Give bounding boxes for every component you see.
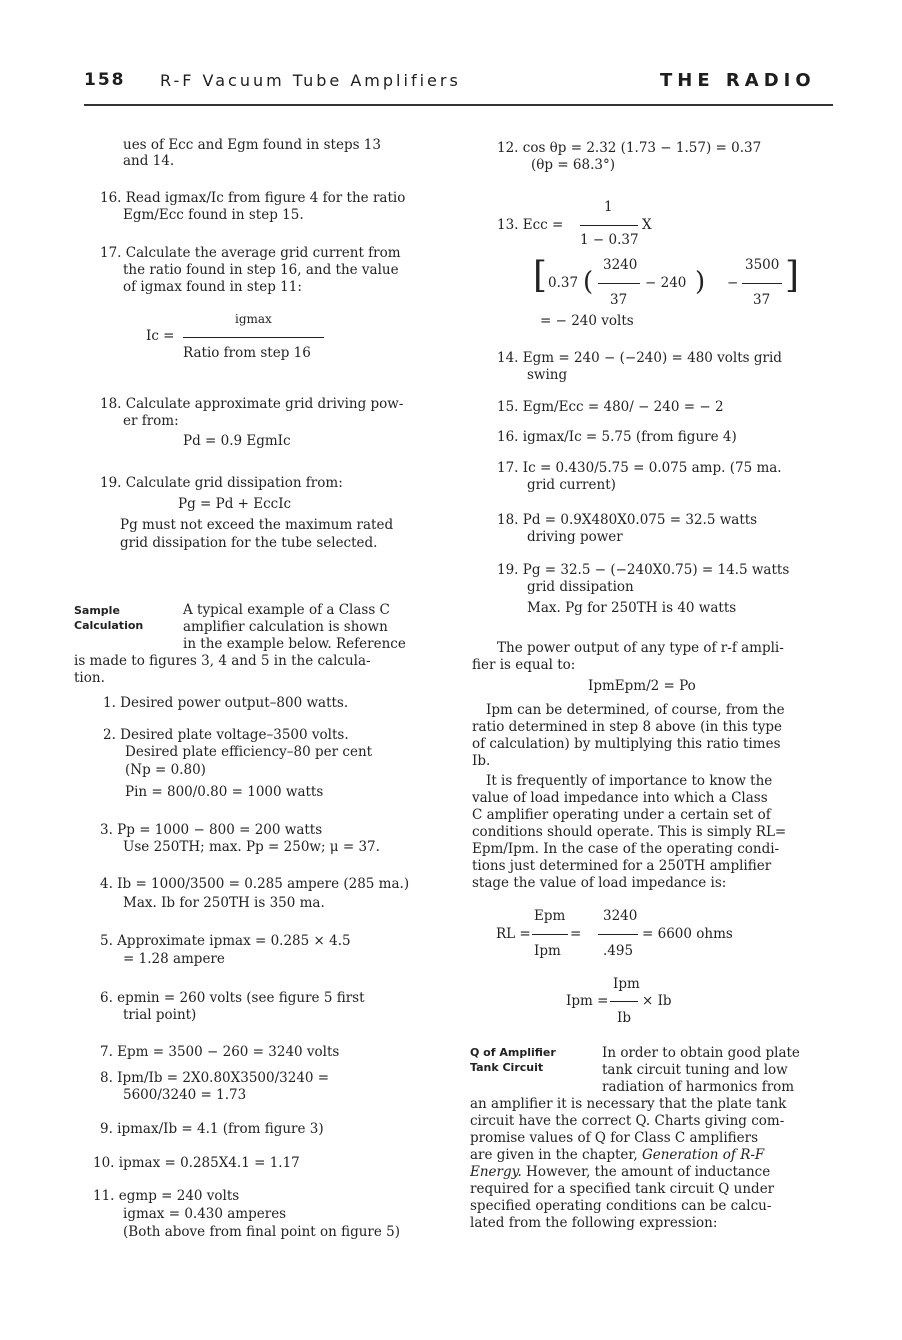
step-16-text: Egm/Ecc found in step 15. bbox=[123, 207, 304, 223]
load-paragraph: It is frequently of importance to know the bbox=[486, 773, 773, 789]
sample-text: in the example below. Reference bbox=[183, 636, 406, 652]
example-step-6: 6. epmin = 260 volts (see figure 5 first bbox=[100, 990, 365, 1006]
example-step-6: trial point) bbox=[123, 1007, 197, 1023]
power-output-equation: IpmEpm/2 = Po bbox=[588, 678, 696, 694]
q-paragraph: specified operating conditions can be calcu- bbox=[470, 1198, 772, 1214]
step-13-fraction-numerator: 3240 bbox=[603, 257, 638, 273]
step-13-lhs: 13. Ecc = bbox=[497, 217, 564, 233]
q-paragraph: are given in the chapter, Generation of R-F bbox=[470, 1147, 765, 1163]
example-step-2: 2. Desired plate voltage–3500 volts. bbox=[103, 727, 349, 743]
step-19-equation: Pg = Pd + EccIc bbox=[178, 496, 292, 512]
result-step-17: grid current) bbox=[527, 477, 616, 493]
step-19-note: grid dissipation for the tube selected. bbox=[120, 535, 378, 551]
power-output-text: The power output of any type of r-f ampli- bbox=[497, 640, 784, 656]
sidehead-sample: Sample bbox=[74, 604, 120, 617]
q-paragraph: Energy. However, the amount of inductance bbox=[470, 1164, 771, 1180]
q-paragraph: required for a specified tank circuit Q under bbox=[470, 1181, 775, 1197]
step-13-multiply: X bbox=[642, 217, 652, 233]
continued-text-line: and 14. bbox=[123, 153, 175, 169]
rl-lhs: RL = bbox=[496, 926, 531, 942]
example-step-7: 7. Epm = 3500 − 260 = 3240 volts bbox=[100, 1044, 340, 1060]
fraction-bar bbox=[580, 225, 638, 226]
example-step-11: igmax = 0.430 amperes bbox=[123, 1206, 287, 1222]
sample-text: amplifier calculation is shown bbox=[183, 619, 388, 635]
q-paragraph: In order to obtain good plate bbox=[602, 1045, 800, 1061]
step-18-text: er from: bbox=[123, 413, 179, 429]
result-step-17: 17. Ic = 0.430/5.75 = 0.075 amp. (75 ma. bbox=[497, 460, 782, 476]
rl-numerator: 3240 bbox=[603, 908, 638, 924]
result-step-14: 14. Egm = 240 − (−240) = 480 volts grid bbox=[497, 350, 782, 366]
fraction-bar bbox=[742, 283, 782, 284]
load-paragraph: value of load impedance into which a Class bbox=[472, 790, 768, 806]
example-step-2: (Np = 0.80) bbox=[125, 762, 206, 778]
step-13-minus: − bbox=[727, 275, 739, 291]
example-step-5: 5. Approximate ipmax = 0.285 × 4.5 bbox=[100, 933, 351, 949]
sample-text: tion. bbox=[74, 670, 105, 686]
load-paragraph: conditions should operate. This is simply RL= bbox=[472, 824, 787, 840]
example-step-3: Use 250TH; max. Pp = 250w; μ = 37. bbox=[123, 839, 380, 855]
load-paragraph: Epm/Ipm. In the case of the operating condi- bbox=[472, 841, 780, 857]
q-paragraph: radiation of harmonics from bbox=[602, 1079, 795, 1095]
result-step-16: 16. igmax/Ic = 5.75 (from figure 4) bbox=[497, 429, 737, 445]
ipm-paragraph: ratio determined in step 8 above (in this type bbox=[472, 719, 782, 735]
result-step-19: 19. Pg = 32.5 − (−240X0.75) = 14.5 watts bbox=[497, 562, 790, 578]
example-step-8: 8. Ipm/Ib = 2X0.80X3500/3240 = bbox=[100, 1070, 330, 1086]
rl-result: = 6600 ohms bbox=[642, 926, 733, 942]
ipm-numerator: Ipm bbox=[613, 976, 640, 992]
step-17-text: of igmax found in step 11: bbox=[123, 279, 302, 295]
header-rule bbox=[84, 104, 833, 106]
left-bracket: [ bbox=[533, 255, 548, 296]
step-13-fraction-denominator: 37 bbox=[753, 292, 771, 308]
step-19-note: Pg must not exceed the maximum rated bbox=[120, 517, 394, 533]
chapter-title: Energy. bbox=[470, 1164, 522, 1180]
load-paragraph: C amplifier operating under a certain set of bbox=[472, 807, 771, 823]
q-paragraph: promise values of Q for Class C amplifiers bbox=[470, 1130, 759, 1146]
result-step-19: Max. Pg for 250TH is 40 watts bbox=[527, 600, 737, 616]
ipm-paragraph: Ipm can be determined, of course, from the bbox=[486, 702, 785, 718]
example-step-10: 10. ipmax = 0.285X4.1 = 1.17 bbox=[93, 1155, 300, 1171]
step-17-text: the ratio found in step 16, and the value bbox=[123, 262, 399, 278]
step-13-result: = − 240 volts bbox=[540, 313, 634, 329]
right-paren: ) bbox=[695, 267, 706, 297]
example-step-11: 11. egmp = 240 volts bbox=[93, 1188, 240, 1204]
result-step-19: grid dissipation bbox=[527, 579, 634, 595]
step-17-text: 17. Calculate the average grid current from bbox=[100, 245, 401, 261]
ipm-lhs: Ipm = bbox=[566, 993, 609, 1009]
ipm-denominator: Ib bbox=[617, 1010, 631, 1026]
chapter-title: Generation of R-F bbox=[641, 1147, 765, 1163]
q-paragraph: lated from the following expression: bbox=[470, 1215, 718, 1231]
example-step-9: 9. ipmax/Ib = 4.1 (from figure 3) bbox=[100, 1121, 324, 1137]
step-13-subtract: − 240 bbox=[645, 275, 687, 291]
rl-equals: = bbox=[570, 926, 582, 942]
step-17-denominator: Ratio from step 16 bbox=[183, 345, 311, 361]
sample-text: is made to figures 3, 4 and 5 in the calcula- bbox=[74, 653, 371, 669]
step-19-text: 19. Calculate grid dissipation from: bbox=[100, 475, 343, 491]
step-13-denominator: 1 − 0.37 bbox=[580, 232, 639, 248]
step-18-text: 18. Calculate approximate grid driving pow- bbox=[100, 396, 404, 412]
rl-denominator: .495 bbox=[603, 943, 634, 959]
result-step-15: 15. Egm/Ecc = 480/ − 240 = − 2 bbox=[497, 399, 724, 415]
load-paragraph: tions just determined for a 250TH amplifier bbox=[472, 858, 772, 874]
step-17-lhs: Ic = bbox=[146, 328, 175, 344]
example-step-4: Max. Ib for 250TH is 350 ma. bbox=[123, 895, 325, 911]
section-title: THE RADIO bbox=[660, 70, 816, 91]
step-13-fraction-denominator: 37 bbox=[610, 292, 628, 308]
result-step-18: 18. Pd = 0.9X480X0.075 = 32.5 watts bbox=[497, 512, 758, 528]
continued-text-line: ues of Ecc and Egm found in steps 13 bbox=[123, 137, 381, 153]
example-step-8: 5600/3240 = 1.73 bbox=[123, 1087, 247, 1103]
fraction-bar bbox=[183, 337, 324, 338]
example-step-11: (Both above from final point on figure 5) bbox=[123, 1224, 401, 1240]
ipm-paragraph: Ib. bbox=[472, 753, 491, 769]
sidehead-q-amplifier: Q of Amplifier bbox=[470, 1046, 556, 1059]
left-paren: ( bbox=[583, 267, 594, 297]
q-paragraph: an amplifier it is necessary that the plate tank bbox=[470, 1096, 787, 1112]
sidehead-calculation: Calculation bbox=[74, 619, 144, 632]
rl-numerator: Epm bbox=[534, 908, 566, 924]
right-bracket: ] bbox=[785, 255, 800, 296]
sidehead-tank-circuit: Tank Circuit bbox=[470, 1061, 544, 1074]
example-step-1: 1. Desired power output–800 watts. bbox=[103, 695, 349, 711]
running-title: R-F Vacuum Tube Amplifiers bbox=[160, 71, 461, 90]
load-paragraph: stage the value of load impedance is: bbox=[472, 875, 727, 891]
example-step-4: 4. Ib = 1000/3500 = 0.285 ampere (285 ma.) bbox=[100, 876, 410, 892]
example-step-5: = 1.28 ampere bbox=[123, 951, 225, 967]
fraction-bar bbox=[532, 934, 568, 935]
step-18-equation: Pd = 0.9 EgmIc bbox=[183, 433, 291, 449]
step-13-coefficient: 0.37 bbox=[548, 275, 579, 291]
result-step-18: driving power bbox=[527, 529, 623, 545]
result-step-14: swing bbox=[527, 367, 568, 383]
example-step-2: Pin = 800/0.80 = 1000 watts bbox=[125, 784, 324, 800]
page-number: 158 bbox=[84, 70, 126, 90]
step-13-fraction-numerator: 3500 bbox=[745, 257, 780, 273]
step-16-text: 16. Read igmax/Ic from figure 4 for the ratio bbox=[100, 190, 406, 206]
result-step-12: 12. cos θp = 2.32 (1.73 − 1.57) = 0.37 bbox=[497, 140, 762, 156]
fraction-bar bbox=[610, 1001, 638, 1002]
fraction-bar bbox=[598, 283, 640, 284]
fraction-bar bbox=[598, 934, 638, 935]
step-17-numerator: igmax bbox=[235, 312, 272, 326]
sample-text: A typical example of a Class C bbox=[183, 602, 390, 618]
example-step-2: Desired plate efficiency–80 per cent bbox=[125, 744, 373, 760]
step-13-numerator: 1 bbox=[604, 199, 613, 215]
example-step-3: 3. Pp = 1000 − 800 = 200 watts bbox=[100, 822, 323, 838]
rl-denominator: Ipm bbox=[534, 943, 561, 959]
ipm-paragraph: of calculation) by multiplying this ratio times bbox=[472, 736, 781, 752]
ipm-rhs: × Ib bbox=[642, 993, 672, 1009]
result-step-12: (θp = 68.3°) bbox=[531, 157, 616, 173]
q-paragraph: tank circuit tuning and low bbox=[602, 1062, 788, 1078]
power-output-text: fier is equal to: bbox=[472, 657, 576, 673]
q-paragraph: circuit have the correct Q. Charts giving com- bbox=[470, 1113, 785, 1129]
